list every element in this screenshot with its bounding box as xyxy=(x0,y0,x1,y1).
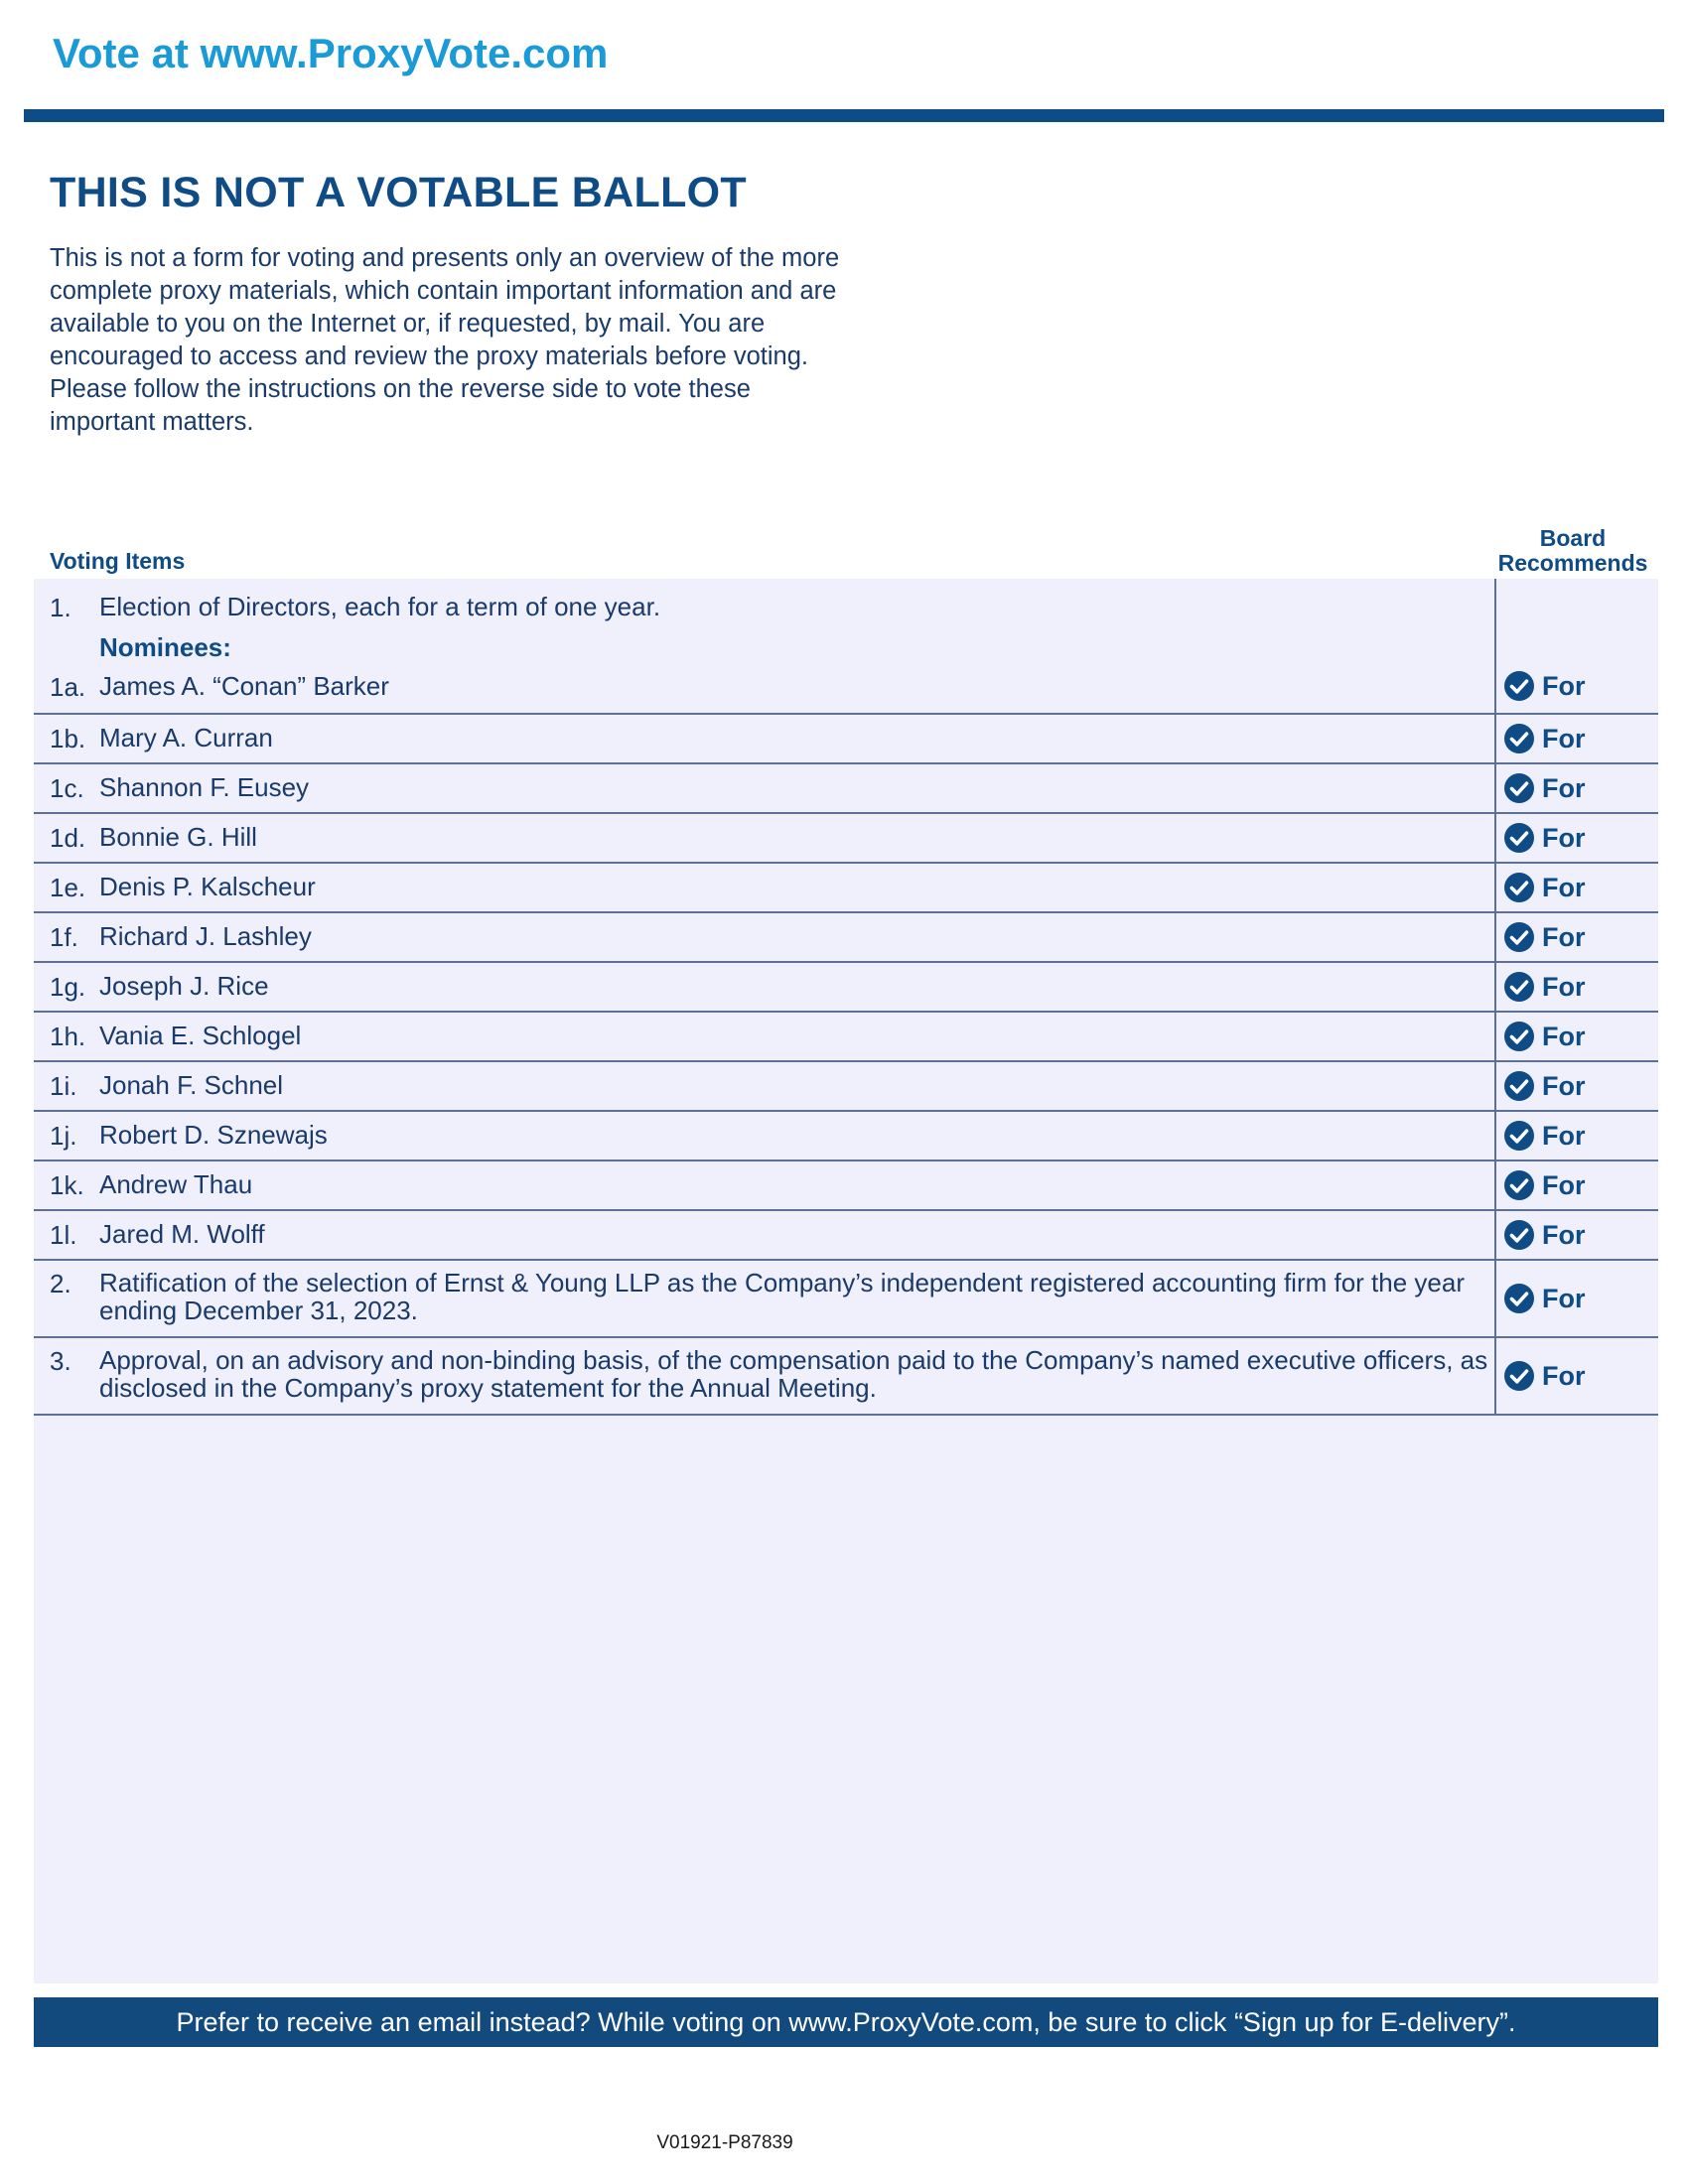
intro-paragraph: This is not a form for voting and presents only an overview of the more complete proxy materials, which contain important information and are available to you on the Internet or, if requested, by mail. You are encouraged to access and review the proxy materials before voting. Please follow the instructions on the reverse side to vote these important matters. xyxy=(50,244,840,436)
check-circle-icon xyxy=(1503,1219,1535,1251)
recommendation-label: For xyxy=(1542,971,1586,1002)
nominee-name: Andrew Thau xyxy=(99,1169,253,1199)
recommendation-label: For xyxy=(1542,872,1586,902)
page-title: THIS IS NOT A VOTABLE BALLOT xyxy=(50,169,747,216)
table-row xyxy=(34,1211,1658,1261)
item-text: Approval, on an advisory and non-binding basis, of the compensation paid to the Company’s named executive officers, as disclosed in the Company’s proxy statement for the Annual Meeting. xyxy=(99,1345,1488,1403)
check-circle-icon xyxy=(1503,1070,1535,1102)
item-number: 2. xyxy=(50,1269,71,1298)
recommendation-label: For xyxy=(1542,723,1586,753)
document-code: V01921-P87839 xyxy=(656,2132,793,2153)
check-circle-icon xyxy=(1503,723,1535,754)
nominee-name: Joseph J. Rice xyxy=(99,971,269,1001)
check-circle-icon xyxy=(1503,1360,1535,1392)
recommendation-label: For xyxy=(1542,921,1586,952)
edelivery-banner xyxy=(34,1997,1658,2047)
check-circle-icon xyxy=(1503,971,1535,1003)
table-row xyxy=(34,814,1658,864)
nominees-label: Nominees: xyxy=(99,632,231,662)
recommendation-label: For xyxy=(1542,1120,1586,1151)
nominee-name: Jared M. Wolff xyxy=(99,1219,265,1249)
top-divider xyxy=(24,109,1664,122)
table-row xyxy=(34,963,1658,1013)
check-circle-icon xyxy=(1503,921,1535,953)
recommendation-label: For xyxy=(1542,1021,1586,1051)
nominee-name: Shannon F. Eusey xyxy=(99,772,310,802)
item-number: 1a. xyxy=(50,672,86,702)
recommendation-label: For xyxy=(1542,1219,1586,1250)
table-row xyxy=(34,715,1658,764)
item-number: 1f. xyxy=(50,922,78,952)
table-row xyxy=(34,864,1658,913)
item-number: 1. xyxy=(50,593,71,622)
check-circle-icon xyxy=(1503,772,1535,804)
recommendation xyxy=(1503,771,1586,805)
vote-url-heading: Vote at www.ProxyVote.com xyxy=(53,30,609,76)
voting-items-header: Voting Items xyxy=(50,548,186,574)
recommendation xyxy=(1503,1168,1586,1202)
recommendation xyxy=(1503,1069,1586,1103)
recommendation xyxy=(1503,821,1586,855)
item-text: Ratification of the selection of Ernst & Young LLP as the Company’s independent registered accounting firm for the year ending December 31, 2023. xyxy=(99,1268,1465,1325)
item-number: 1h. xyxy=(50,1022,86,1051)
nominee-name: Richard J. Lashley xyxy=(99,921,312,951)
table-row xyxy=(34,579,1658,715)
nominee-name: Denis P. Kalscheur xyxy=(99,872,316,901)
recommendation-label: For xyxy=(1542,1169,1586,1200)
item-number: 1i. xyxy=(50,1071,77,1101)
recommendation xyxy=(1503,1119,1586,1153)
table-row xyxy=(34,1161,1658,1211)
check-circle-icon xyxy=(1503,1021,1535,1052)
recommendation xyxy=(1503,1282,1586,1315)
table-row xyxy=(34,1013,1658,1062)
item-number: 3. xyxy=(50,1346,71,1376)
board-recommends-header: Board Recommends xyxy=(1497,525,1648,576)
table-row xyxy=(34,1112,1658,1161)
table-row xyxy=(34,764,1658,814)
recommendation-label: For xyxy=(1542,772,1586,803)
recommendation-label: For xyxy=(1542,1283,1586,1313)
recommendation xyxy=(1503,871,1586,904)
check-circle-icon xyxy=(1503,1120,1535,1152)
item-number: 1c. xyxy=(50,773,84,803)
item-number: 1k. xyxy=(50,1170,84,1200)
recommendation-label: For xyxy=(1542,1070,1586,1101)
check-circle-icon xyxy=(1503,872,1535,903)
item-number: 1l. xyxy=(50,1220,77,1250)
recommendation-label: For xyxy=(1542,1360,1586,1391)
check-circle-icon xyxy=(1503,822,1535,854)
item-number: 1e. xyxy=(50,873,86,902)
recommendation xyxy=(1503,1359,1586,1393)
recommendation-label: For xyxy=(1542,670,1586,701)
recommendation xyxy=(1503,669,1586,703)
table-row xyxy=(34,913,1658,963)
edelivery-text: Prefer to receive an email instead? While voting on www.ProxyVote.com, be sure to click “Sign up for E-delivery”. xyxy=(176,2006,1516,2037)
item-number: 1g. xyxy=(50,972,86,1002)
check-circle-icon xyxy=(1503,1283,1535,1314)
nominee-name: Bonnie G. Hill xyxy=(99,822,257,852)
item-number: 1d. xyxy=(50,823,86,853)
recommendation-label: For xyxy=(1542,822,1586,853)
table-row xyxy=(34,1338,1658,1416)
recommendation xyxy=(1503,1218,1586,1252)
table-row xyxy=(34,1062,1658,1112)
check-circle-icon xyxy=(1503,670,1535,702)
table-row xyxy=(34,1261,1658,1338)
nominee-name: Vania E. Schlogel xyxy=(99,1021,302,1050)
nominee-name: Jonah F. Schnel xyxy=(99,1070,284,1100)
nominee-name: James A. “Conan” Barker xyxy=(99,671,389,701)
recommendation xyxy=(1503,920,1586,954)
item-number: 1b. xyxy=(50,724,86,753)
recommendation xyxy=(1503,1020,1586,1053)
recommendation xyxy=(1503,970,1586,1004)
item-number: 1j. xyxy=(50,1121,77,1151)
recommendation xyxy=(1503,722,1586,755)
nominee-name: Robert D. Sznewajs xyxy=(99,1120,328,1150)
item-text: Election of Directors, each for a term of one year. xyxy=(99,592,661,621)
nominee-name: Mary A. Curran xyxy=(99,723,273,752)
check-circle-icon xyxy=(1503,1169,1535,1201)
